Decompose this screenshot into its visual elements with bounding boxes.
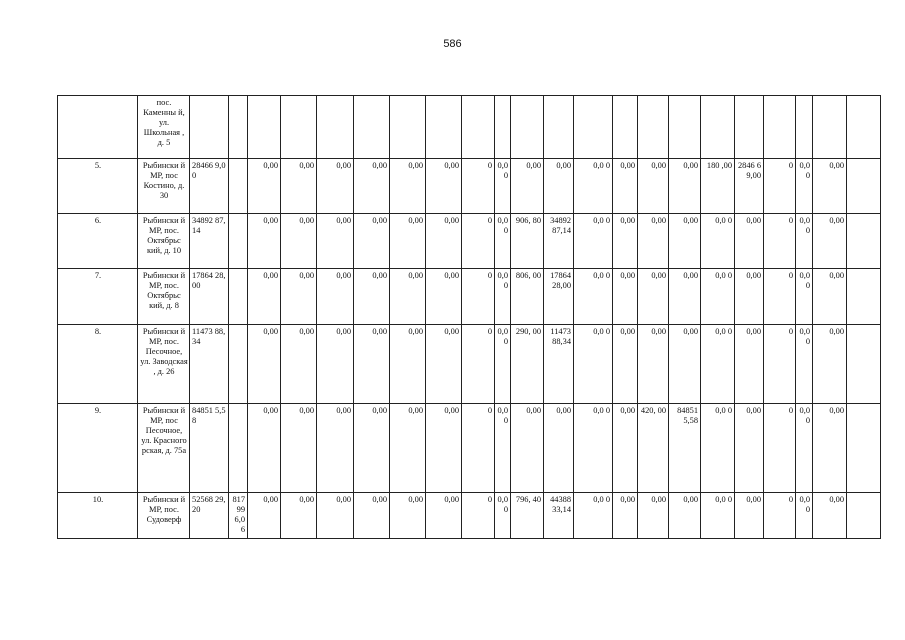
- value-cell: 0,00: [281, 493, 317, 539]
- value-cell: 0,00: [638, 214, 669, 269]
- table-row: [58, 404, 881, 493]
- value-cell: 0: [462, 159, 495, 214]
- value-cell: 0,00: [735, 493, 764, 539]
- value-cell: [462, 96, 495, 159]
- value-cell: 0,00: [426, 214, 462, 269]
- value-cell: [190, 96, 229, 159]
- value-cell: 0,00: [317, 493, 354, 539]
- value-cell: 0: [462, 404, 495, 493]
- value-cell: [229, 214, 248, 269]
- value-cell: 0,00: [390, 325, 426, 404]
- value-cell: 0,00: [813, 493, 847, 539]
- address-cell: Рыбински й МР, пос. Судоверф: [138, 493, 190, 539]
- value-cell: 0: [764, 214, 796, 269]
- value-cell: 0,00: [796, 214, 813, 269]
- value-cell: 0,0 0: [701, 404, 735, 493]
- value-cell: [613, 96, 638, 159]
- value-cell: 0,00: [638, 269, 669, 325]
- value-cell: [229, 269, 248, 325]
- value-cell: 0,00: [796, 493, 813, 539]
- value-cell: [390, 96, 426, 159]
- value-cell: 0,00: [354, 214, 390, 269]
- value-cell: 84851 5,58: [190, 404, 229, 493]
- value-cell: 0,00: [390, 214, 426, 269]
- value-cell: 906, 80: [511, 214, 544, 269]
- value-cell: 180 ,00: [701, 159, 735, 214]
- value-cell: 0: [462, 214, 495, 269]
- value-cell: 0,0 0: [701, 493, 735, 539]
- address-cell: Рыбински й МР, пос Песочное, ул. Красного рская, д. 75а: [138, 404, 190, 493]
- value-cell: [847, 325, 881, 404]
- value-cell: 0,00: [248, 159, 281, 214]
- value-cell: 81799 6,06: [229, 493, 248, 539]
- value-cell: 0,0 0: [574, 325, 613, 404]
- value-cell: [701, 96, 735, 159]
- value-cell: 0: [462, 269, 495, 325]
- value-cell: 0,00: [248, 214, 281, 269]
- value-cell: 0,0 0: [701, 269, 735, 325]
- value-cell: 0,00: [796, 404, 813, 493]
- value-cell: [317, 96, 354, 159]
- value-cell: 0,00: [317, 214, 354, 269]
- value-cell: 0,0 0: [574, 214, 613, 269]
- address-cell: Рыбински й МР, пос. Октябрьс кий, д. 8: [138, 269, 190, 325]
- table-row: [58, 159, 881, 214]
- value-cell: 806, 00: [511, 269, 544, 325]
- budget-table: [57, 95, 881, 539]
- table-row: [58, 214, 881, 269]
- value-cell: 44388 33,14: [544, 493, 574, 539]
- value-cell: 0: [764, 493, 796, 539]
- value-cell: 0,00: [495, 159, 511, 214]
- value-cell: 0,00: [281, 269, 317, 325]
- value-cell: 0,00: [735, 214, 764, 269]
- value-cell: 0,00: [248, 269, 281, 325]
- value-cell: [669, 96, 701, 159]
- value-cell: 0,00: [426, 325, 462, 404]
- value-cell: 0,00: [796, 325, 813, 404]
- value-cell: 0,00: [735, 404, 764, 493]
- value-cell: 0: [764, 159, 796, 214]
- value-cell: [764, 96, 796, 159]
- value-cell: 0,00: [813, 269, 847, 325]
- value-cell: 0,00: [281, 159, 317, 214]
- value-cell: 796, 40: [511, 493, 544, 539]
- value-cell: 0,00: [426, 404, 462, 493]
- value-cell: 34892 87,14: [190, 214, 229, 269]
- value-cell: [229, 404, 248, 493]
- value-cell: 0,00: [317, 325, 354, 404]
- address-cell: Рыбински й МР, пос. Октябрьс кий, д. 10: [138, 214, 190, 269]
- value-cell: 0,00: [613, 269, 638, 325]
- value-cell: 0,00: [544, 404, 574, 493]
- value-cell: 84851 5,58: [669, 404, 701, 493]
- value-cell: 0,00: [390, 159, 426, 214]
- value-cell: 0,00: [354, 493, 390, 539]
- value-cell: 0,00: [390, 493, 426, 539]
- address-cell: Рыбински й МР, пос. Песочное, ул. Заводская , д. 26: [138, 325, 190, 404]
- value-cell: [248, 96, 281, 159]
- value-cell: [847, 214, 881, 269]
- value-cell: [796, 96, 813, 159]
- value-cell: 0,00: [796, 269, 813, 325]
- value-cell: 34892 87,14: [544, 214, 574, 269]
- value-cell: [638, 96, 669, 159]
- value-cell: 28466 9,00: [190, 159, 229, 214]
- value-cell: 0,0 0: [574, 159, 613, 214]
- value-cell: 0,00: [495, 325, 511, 404]
- value-cell: 0,00: [281, 214, 317, 269]
- value-cell: 0,00: [390, 404, 426, 493]
- value-cell: 0,0 0: [574, 404, 613, 493]
- row-number-cell: 5.: [58, 159, 138, 214]
- value-cell: 0,00: [426, 269, 462, 325]
- value-cell: 0,00: [669, 159, 701, 214]
- value-cell: [511, 96, 544, 159]
- value-cell: 0,00: [735, 269, 764, 325]
- page-number: 586: [443, 38, 462, 50]
- value-cell: [229, 325, 248, 404]
- value-cell: 0,00: [735, 325, 764, 404]
- value-cell: 0,00: [511, 159, 544, 214]
- value-cell: 17864 28,00: [190, 269, 229, 325]
- value-cell: 0,00: [426, 159, 462, 214]
- address-cell: Рыбински й МР, пос Костино, д. 30: [138, 159, 190, 214]
- value-cell: 11473 88,34: [190, 325, 229, 404]
- value-cell: 0,00: [317, 159, 354, 214]
- value-cell: 0,00: [638, 493, 669, 539]
- value-cell: 0,00: [613, 493, 638, 539]
- value-cell: 290, 00: [511, 325, 544, 404]
- value-cell: 0,00: [495, 214, 511, 269]
- value-cell: 0,00: [281, 325, 317, 404]
- value-cell: 0,00: [796, 159, 813, 214]
- row-number-cell: 8.: [58, 325, 138, 404]
- value-cell: 0,00: [317, 404, 354, 493]
- value-cell: 0,00: [248, 325, 281, 404]
- value-cell: 0,00: [669, 325, 701, 404]
- value-cell: 0,0 0: [701, 214, 735, 269]
- value-cell: 0,00: [390, 269, 426, 325]
- value-cell: 0,00: [248, 404, 281, 493]
- value-cell: 0,00: [495, 404, 511, 493]
- value-cell: [847, 159, 881, 214]
- value-cell: 0: [764, 325, 796, 404]
- value-cell: 2846 69,00: [735, 159, 764, 214]
- table-row: [58, 96, 881, 159]
- value-cell: 420, 00: [638, 404, 669, 493]
- value-cell: [281, 96, 317, 159]
- value-cell: 0,00: [638, 159, 669, 214]
- value-cell: 0,00: [813, 325, 847, 404]
- value-cell: 0,0 0: [574, 493, 613, 539]
- value-cell: 0,00: [495, 269, 511, 325]
- value-cell: [354, 96, 390, 159]
- value-cell: [426, 96, 462, 159]
- value-cell: 0,00: [813, 404, 847, 493]
- row-number-cell: 10.: [58, 493, 138, 539]
- value-cell: [544, 96, 574, 159]
- value-cell: 0,00: [669, 214, 701, 269]
- value-cell: 0,00: [638, 325, 669, 404]
- value-cell: 0: [462, 493, 495, 539]
- value-cell: [229, 96, 248, 159]
- value-cell: 0,00: [613, 214, 638, 269]
- value-cell: 11473 88,34: [544, 325, 574, 404]
- value-cell: [847, 96, 881, 159]
- value-cell: 0,00: [281, 404, 317, 493]
- table-row: [58, 493, 881, 539]
- value-cell: 0,00: [354, 404, 390, 493]
- value-cell: 0,00: [613, 159, 638, 214]
- value-cell: 0,0 0: [574, 269, 613, 325]
- value-cell: [735, 96, 764, 159]
- value-cell: 0,0 0: [701, 325, 735, 404]
- value-cell: 0,00: [813, 214, 847, 269]
- value-cell: 0,00: [248, 493, 281, 539]
- value-cell: 0,00: [354, 269, 390, 325]
- row-number-cell: 9.: [58, 404, 138, 493]
- table-row: [58, 269, 881, 325]
- value-cell: 0,00: [613, 325, 638, 404]
- value-cell: 0,00: [426, 493, 462, 539]
- value-cell: [495, 96, 511, 159]
- value-cell: 0,00: [511, 404, 544, 493]
- value-cell: 0: [462, 325, 495, 404]
- value-cell: 0,00: [813, 159, 847, 214]
- value-cell: 17864 28,00: [544, 269, 574, 325]
- value-cell: 0,00: [317, 269, 354, 325]
- value-cell: 0,00: [669, 493, 701, 539]
- row-number-cell: 6.: [58, 214, 138, 269]
- value-cell: [847, 493, 881, 539]
- address-cell: пос. Каменны й, ул. Школьная , д. 5: [138, 96, 190, 159]
- value-cell: 0,00: [495, 493, 511, 539]
- row-number-cell: 7.: [58, 269, 138, 325]
- value-cell: 0,00: [669, 269, 701, 325]
- value-cell: 0: [764, 269, 796, 325]
- value-cell: 0,00: [613, 404, 638, 493]
- value-cell: [229, 159, 248, 214]
- row-number-cell: [58, 96, 138, 159]
- value-cell: 0,00: [544, 159, 574, 214]
- value-cell: 52568 29,20: [190, 493, 229, 539]
- value-cell: [847, 404, 881, 493]
- value-cell: 0,00: [354, 159, 390, 214]
- value-cell: 0: [764, 404, 796, 493]
- table-row: [58, 325, 881, 404]
- value-cell: [847, 269, 881, 325]
- value-cell: [574, 96, 613, 159]
- value-cell: 0,00: [354, 325, 390, 404]
- value-cell: [813, 96, 847, 159]
